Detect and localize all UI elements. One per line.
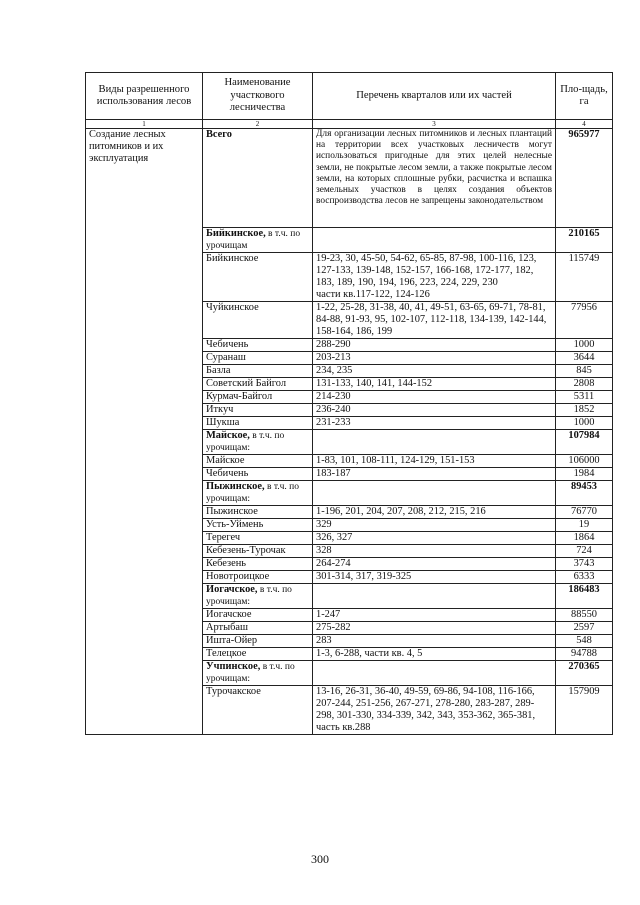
tract-name bbox=[203, 417, 313, 430]
tract-name bbox=[203, 571, 313, 584]
quarters-text: 328 bbox=[316, 545, 332, 556]
name-text: Шукша bbox=[206, 417, 240, 428]
total-area: 965977 bbox=[556, 129, 613, 228]
column-number: 2 bbox=[203, 120, 313, 129]
name-suffix: в т.ч. по урочищам: bbox=[206, 482, 299, 504]
area-cell: 210165 bbox=[556, 228, 613, 253]
tract-name bbox=[203, 622, 313, 635]
area-cell: 3743 bbox=[556, 558, 613, 571]
forest-use-table bbox=[85, 72, 613, 735]
tract-name bbox=[203, 648, 313, 661]
quarters-cell bbox=[313, 558, 556, 571]
column-number: 1 bbox=[86, 120, 203, 129]
quarters-text: 236-240 bbox=[316, 404, 351, 415]
quarters-cell bbox=[313, 455, 556, 468]
area-cell: 2597 bbox=[556, 622, 613, 635]
column-number: 4 bbox=[556, 120, 613, 129]
tract-name bbox=[203, 609, 313, 622]
area-cell: 88550 bbox=[556, 609, 613, 622]
total-label: Всего bbox=[203, 129, 313, 228]
forest-use-table-sheet bbox=[85, 72, 612, 735]
name-text: Майское, bbox=[206, 430, 250, 441]
quarters-cell bbox=[313, 378, 556, 391]
name-text: Учпинское, bbox=[206, 661, 261, 672]
tract-name bbox=[203, 391, 313, 404]
quarters-text: 283 bbox=[316, 635, 332, 646]
quarters-text: 203-213 bbox=[316, 352, 351, 363]
quarters-text: 301-314, 317, 319-325 bbox=[316, 571, 412, 582]
area-cell: 724 bbox=[556, 545, 613, 558]
quarters-cell bbox=[313, 468, 556, 481]
area-cell: 1864 bbox=[556, 532, 613, 545]
total-description: Для организации лесных питомников и лесных плантаций на территории всех участковых лесничеств могут использоваться пригодные для этих целей нелесные земли, не покрытые лесом земли, а также покрытые лесом земли, на которых сплошные рубки, расчистка и вспашка земельных участков в целях создания объектов воспроизводства лесов не запрещены законодательством bbox=[313, 129, 556, 228]
quarters-cell bbox=[313, 584, 556, 609]
quarters-cell bbox=[313, 545, 556, 558]
quarters-cell bbox=[313, 430, 556, 455]
name-text: Иогачское bbox=[206, 609, 252, 620]
header-row bbox=[86, 73, 613, 120]
area-cell: 1000 bbox=[556, 339, 613, 352]
area-cell: 1852 bbox=[556, 404, 613, 417]
tract-name bbox=[203, 532, 313, 545]
area-cell: 6333 bbox=[556, 571, 613, 584]
name-text: Бийкинское bbox=[206, 253, 259, 264]
quarters-cell bbox=[313, 622, 556, 635]
name-text: Кебезень-Турочак bbox=[206, 545, 286, 556]
tract-name bbox=[203, 302, 313, 339]
quarters-text: 234, 235 bbox=[316, 365, 353, 376]
area-cell: 107984 bbox=[556, 430, 613, 455]
name-text: Артыбаш bbox=[206, 622, 248, 633]
area-cell: 77956 bbox=[556, 302, 613, 339]
quarters-cell bbox=[313, 253, 556, 302]
area-cell: 186483 bbox=[556, 584, 613, 609]
name-text: Усть-Уймень bbox=[206, 519, 264, 530]
name-text: Майское bbox=[206, 455, 245, 466]
name-suffix: в т.ч. по урочищам: bbox=[206, 431, 285, 453]
quarters-text: 264-274 bbox=[316, 558, 351, 569]
quarters-partial-text: части кв.117-122, 124-126 bbox=[316, 289, 430, 300]
header-forestry-name: Наименование участкового лесничества bbox=[203, 73, 313, 120]
name-text: Кебезень bbox=[206, 558, 247, 569]
quarters-text: 214-230 bbox=[316, 391, 351, 402]
name-text: Чуйкинское bbox=[206, 302, 259, 313]
tract-name bbox=[203, 339, 313, 352]
area-cell: 19 bbox=[556, 519, 613, 532]
quarters-text: 275-282 bbox=[316, 622, 351, 633]
area-cell: 89453 bbox=[556, 481, 613, 506]
quarters-cell bbox=[313, 228, 556, 253]
name-text: Чебичень bbox=[206, 339, 249, 350]
quarters-cell bbox=[313, 404, 556, 417]
forestry-name bbox=[203, 228, 313, 253]
tract-name bbox=[203, 558, 313, 571]
quarters-text: 1-83, 101, 108-111, 124-129, 151-153 bbox=[316, 455, 475, 466]
tract-name bbox=[203, 506, 313, 519]
quarters-cell bbox=[313, 686, 556, 735]
name-text: Бийкинское, bbox=[206, 228, 266, 239]
quarters-cell bbox=[313, 417, 556, 430]
name-suffix: в т.ч. по урочищам bbox=[206, 229, 301, 251]
forestry-name bbox=[203, 661, 313, 686]
header-use-type: Виды разрешенного использования лесов bbox=[86, 73, 203, 120]
quarters-cell bbox=[313, 352, 556, 365]
quarters-cell bbox=[313, 339, 556, 352]
quarters-text: 326, 327 bbox=[316, 532, 353, 543]
quarters-text: 19-23, 30, 45-50, 54-62, 65-85, 87-98, 100-116, 123, 127-133, 139-148, 152-157, 166-168, 172-177, 182, 183, 189, 190, 194, 196, 223, 224, 229, 230 bbox=[316, 253, 537, 288]
name-text: Новотроицкое bbox=[206, 571, 270, 582]
quarters-cell bbox=[313, 648, 556, 661]
quarters-text: 288-290 bbox=[316, 339, 351, 350]
name-text: Телецкое bbox=[206, 648, 247, 659]
column-number-row bbox=[86, 120, 613, 129]
name-text: Пыжинское, bbox=[206, 481, 265, 492]
name-text: Курмач-Байгол bbox=[206, 391, 273, 402]
name-text: Пыжинское bbox=[206, 506, 258, 517]
area-cell: 2808 bbox=[556, 378, 613, 391]
name-text: Иогачское, bbox=[206, 584, 258, 595]
header-quarters-list: Перечень кварталов или их частей bbox=[313, 73, 556, 120]
name-text: Ишта-Ойер bbox=[206, 635, 258, 646]
quarters-text: 13-16, 26-31, 36-40, 49-59, 69-86, 94-108, 116-166, 207-244, 251-256, 267-271, 278-280, 283-287, 289-298, 301-330, 334-339, 342, 343, 353-362, 365-381, часть кв.288 bbox=[316, 686, 536, 733]
area-cell: 94788 bbox=[556, 648, 613, 661]
total-row bbox=[86, 129, 613, 228]
tract-name bbox=[203, 352, 313, 365]
tract-name bbox=[203, 686, 313, 735]
name-text: Иткуч bbox=[206, 404, 234, 415]
tract-name bbox=[203, 365, 313, 378]
quarters-cell bbox=[313, 506, 556, 519]
quarters-text: 183-187 bbox=[316, 468, 351, 479]
name-suffix: в т.ч. по урочищам: bbox=[206, 662, 295, 684]
tract-name bbox=[203, 455, 313, 468]
forestry-name bbox=[203, 481, 313, 506]
name-text: Советский Байгол bbox=[206, 378, 287, 389]
quarters-cell bbox=[313, 532, 556, 545]
tract-name bbox=[203, 253, 313, 302]
quarters-cell bbox=[313, 481, 556, 506]
tract-name bbox=[203, 404, 313, 417]
quarters-text: 1-3, 6-288, части кв. 4, 5 bbox=[316, 648, 423, 659]
quarters-text: 1-196, 201, 204, 207, 208, 212, 215, 216 bbox=[316, 506, 486, 517]
name-text: Чебичень bbox=[206, 468, 249, 479]
name-text: Терегеч bbox=[206, 532, 241, 543]
tract-name bbox=[203, 468, 313, 481]
page-number: 300 bbox=[311, 852, 329, 866]
quarters-cell bbox=[313, 365, 556, 378]
quarters-text: 1-22, 25-28, 31-38, 40, 41, 49-51, 63-65, 69-71, 78-81, 84-88, 91-93, 95, 102-107, 112-118, 134-139, 142-144, 158-164, 186, 199 bbox=[316, 302, 547, 337]
name-text: Базла bbox=[206, 365, 231, 376]
header-area: Пло-щадь, га bbox=[556, 73, 613, 120]
quarters-cell bbox=[313, 661, 556, 686]
quarters-cell bbox=[313, 302, 556, 339]
tract-name bbox=[203, 378, 313, 391]
quarters-cell bbox=[313, 391, 556, 404]
tract-name bbox=[203, 635, 313, 648]
area-cell: 270365 bbox=[556, 661, 613, 686]
area-cell: 5311 bbox=[556, 391, 613, 404]
area-cell: 3644 bbox=[556, 352, 613, 365]
area-cell: 115749 bbox=[556, 253, 613, 302]
area-cell: 1000 bbox=[556, 417, 613, 430]
quarters-cell bbox=[313, 571, 556, 584]
area-cell: 157909 bbox=[556, 686, 613, 735]
quarters-cell bbox=[313, 609, 556, 622]
tract-name bbox=[203, 519, 313, 532]
category-cell: Создание лесных питомников и их эксплуатация bbox=[86, 129, 203, 735]
name-text: Турочакское bbox=[206, 686, 261, 697]
quarters-text: 131-133, 140, 141, 144-152 bbox=[316, 378, 433, 389]
quarters-text: 1-247 bbox=[316, 609, 341, 620]
forestry-name bbox=[203, 584, 313, 609]
column-number: 3 bbox=[313, 120, 556, 129]
area-cell: 1984 bbox=[556, 468, 613, 481]
quarters-text: 231-233 bbox=[316, 417, 351, 428]
quarters-text: 329 bbox=[316, 519, 332, 530]
area-cell: 76770 bbox=[556, 506, 613, 519]
quarters-cell bbox=[313, 635, 556, 648]
forestry-name bbox=[203, 430, 313, 455]
name-suffix: в т.ч. по урочищам: bbox=[206, 585, 292, 607]
area-cell: 548 bbox=[556, 635, 613, 648]
quarters-cell bbox=[313, 519, 556, 532]
name-text: Суранаш bbox=[206, 352, 246, 363]
area-cell: 106000 bbox=[556, 455, 613, 468]
area-cell: 845 bbox=[556, 365, 613, 378]
tract-name bbox=[203, 545, 313, 558]
